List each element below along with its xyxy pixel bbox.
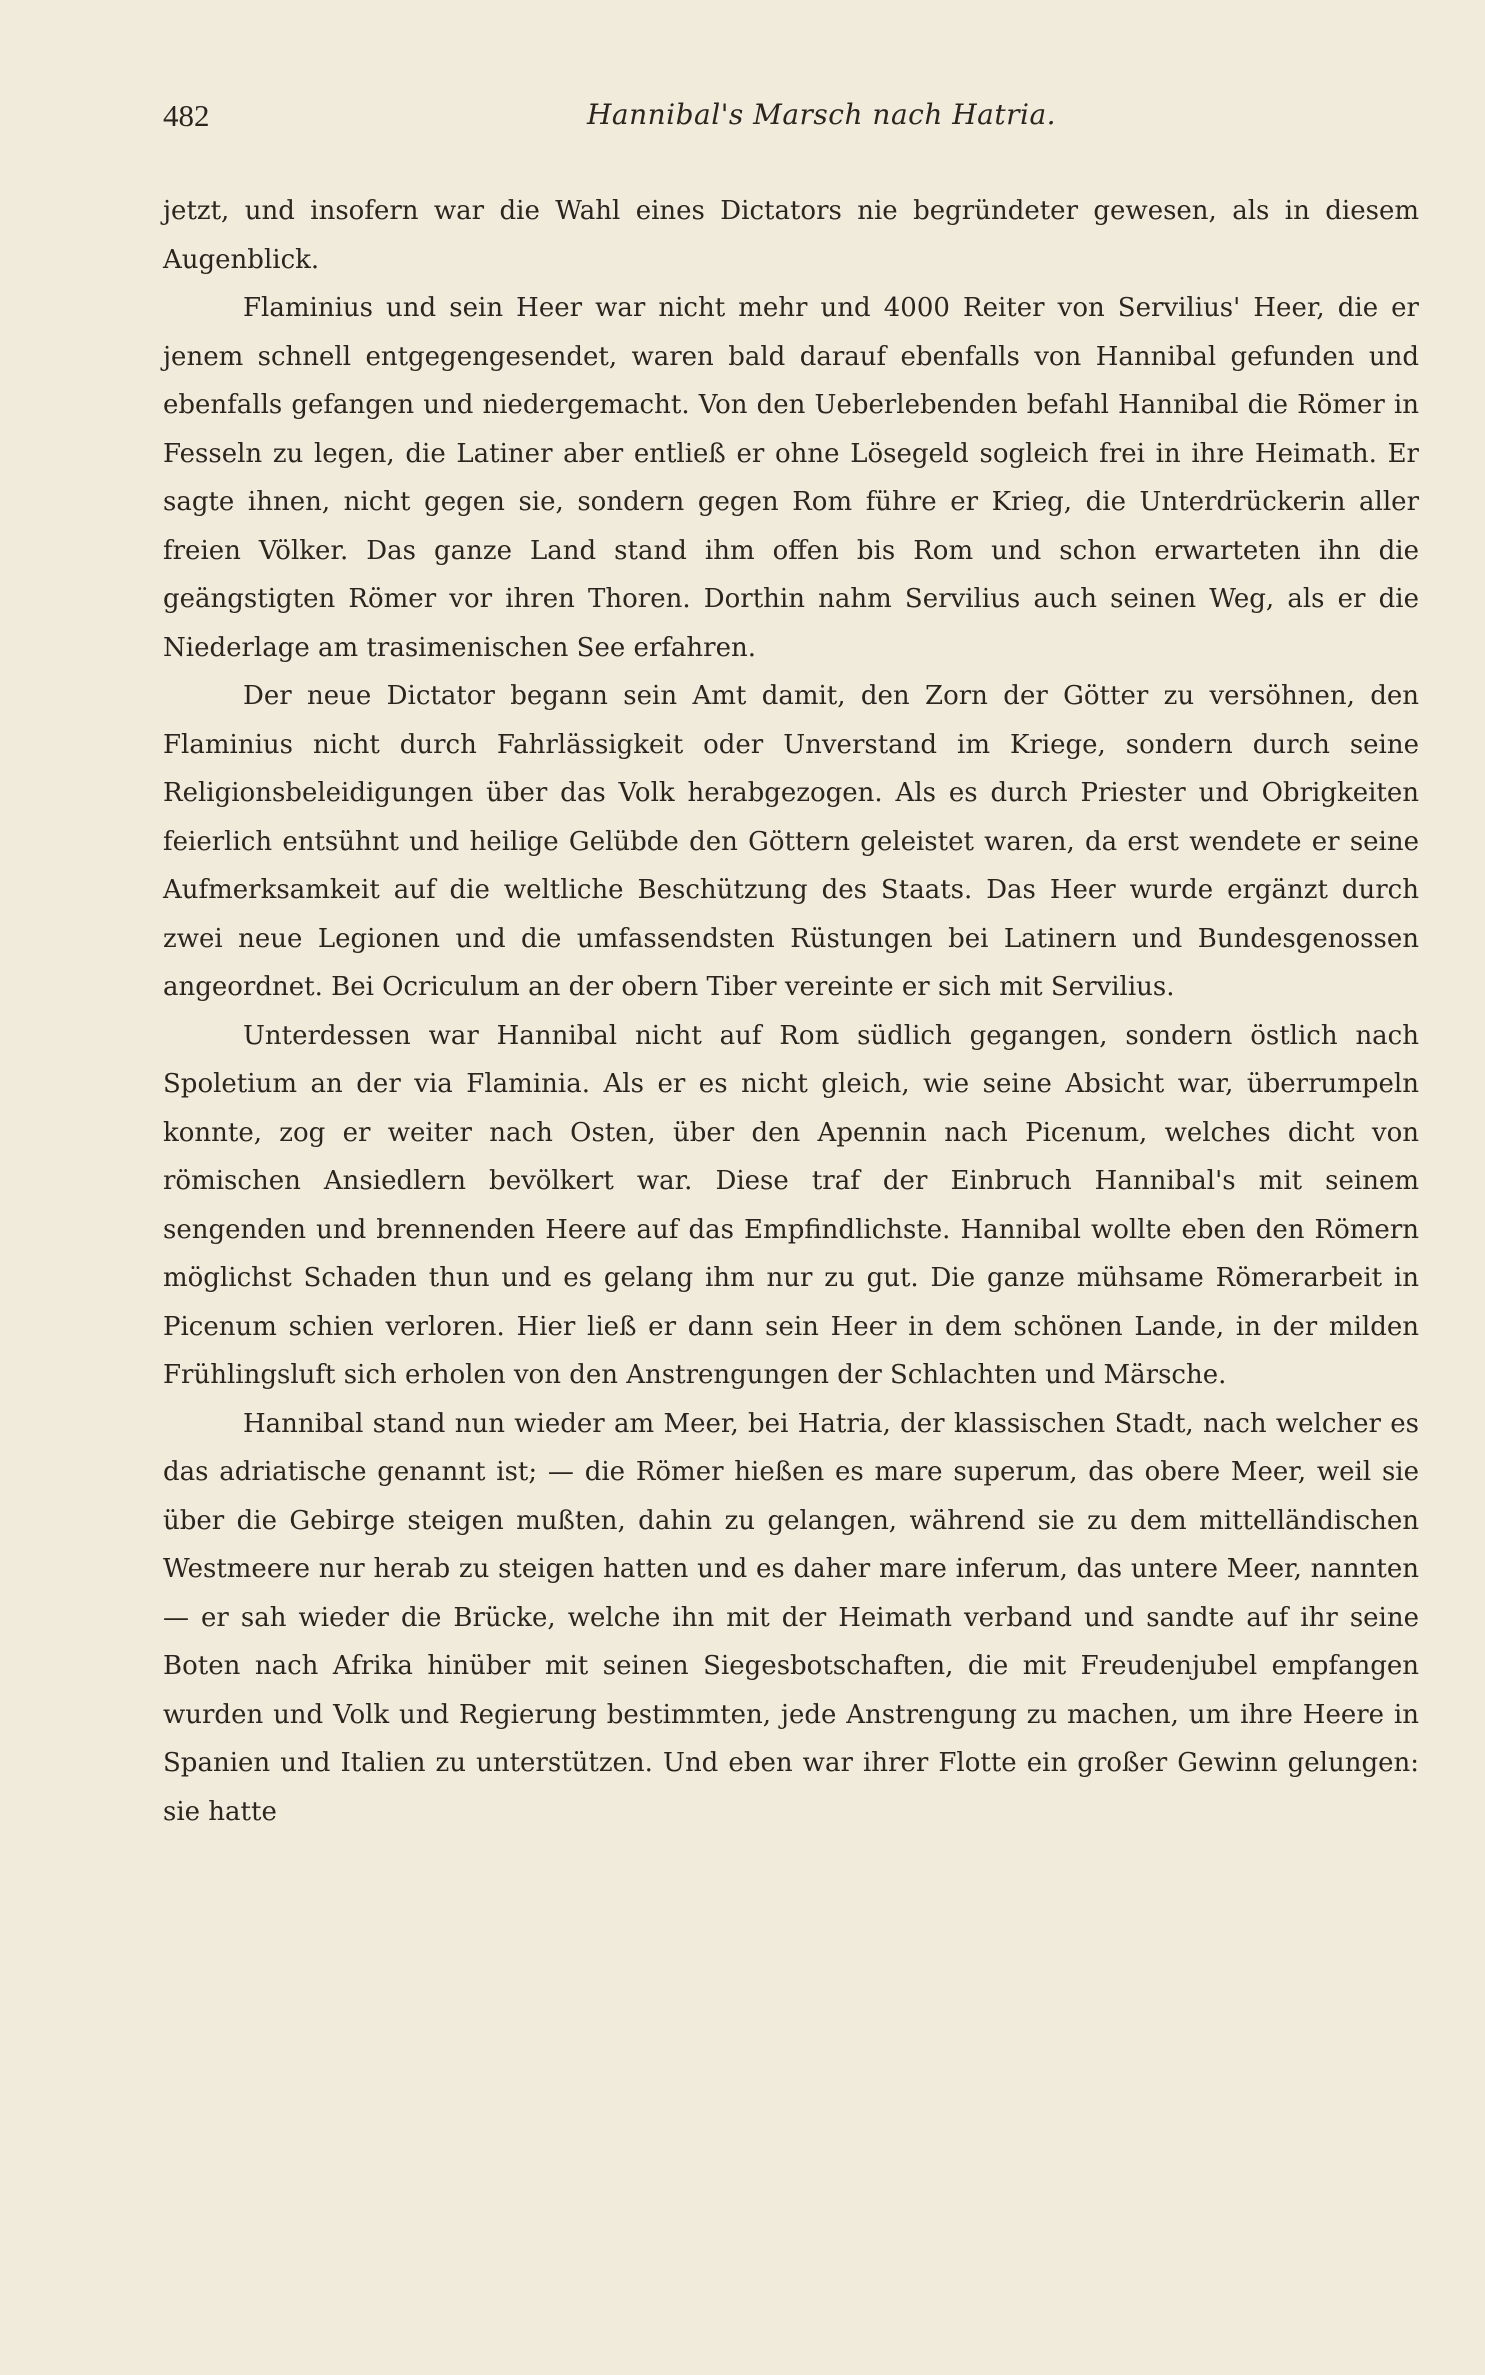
paragraph-5: Hannibal stand nun wieder am Meer, bei Hatria, der klassischen Stadt, nach welcher es das adriatische genannt ist; — die Römer hießen es mare superum, das obere Meer, weil sie über die Gebirge steigen mußten, dahin zu gelangen, während sie zu dem mittelländischen Westmeere nur herab zu steigen hatten und es daher mare inferum, das untere Meer, nannten — er sah wieder die Brücke, welche ihn mit der Heimath verband und sandte auf ihr seine Boten nach Afrika hinüber mit seinen Siegesbotschaften, die mit Freudenjubel empfangen wurden und Volk und Regierung bestimmten, jede Anstrengung zu machen, um ihre Heere in Spanien und Italien zu unterstützen. Und eben war ihrer Flotte ein großer Gewinn gelungen: sie hatte bbox=[163, 1408, 1419, 1827]
body-text bbox=[163, 187, 1419, 1836]
paragraph-1: jetzt, und insofern war die Wahl eines Dictators nie begründeter gewesen, als in diesem Augenblick. bbox=[163, 196, 1419, 275]
paragraph-2: Flaminius und sein Heer war nicht mehr und 4000 Reiter von Servilius' Heer, die er jenem schnell entgegengesendet, waren bald darauf ebenfalls von Hannibal gefunden und ebenfalls gefangen und niedergemacht. Von den Ueberlebenden befahl Hannibal die Römer in Fesseln zu legen, die Latiner aber entließ er ohne Lösegeld sogleich frei in ihre Heimath. Er sagte ihnen, nicht gegen sie, sondern gegen Rom führe er Krieg, die Unterdrückerin aller freien Völker. Das ganze Land stand ihm offen bis Rom und schon erwarteten ihn die geängstigten Römer vor ihren Thoren. Dorthin nahm Servilius auch seinen Weg, als er die Niederlage am trasimenischen See erfahren. bbox=[163, 293, 1419, 663]
paragraph-3: Der neue Dictator begann sein Amt damit, den Zorn der Götter zu versöhnen, den Flaminius nicht durch Fahrlässigkeit oder Unverstand im Kriege, sondern durch seine Religionsbeleidigungen über das Volk herabgezogen. Als es durch Priester und Obrigkeiten feierlich entsühnt und heilige Gelübde den Göttern geleistet waren, da erst wendete er seine Aufmerksamkeit auf die weltliche Beschützung des Staats. Das Heer wurde ergänzt durch zwei neue Legionen und die umfassendsten Rüstungen bei Latinern und Bundesgenossen angeordnet. Bei Ocriculum an der obern Tiber vereinte er sich mit Servilius. bbox=[163, 681, 1419, 1002]
paragraph-4: Unterdessen war Hannibal nicht auf Rom südlich gegangen, sondern östlich nach Spoletium an der via Flaminia. Als er es nicht gleich, wie seine Absicht war, überrumpeln konnte, zog er weiter nach Osten, über den Apennin nach Picenum, welches dicht von römischen Ansiedlern bevölkert war. Diese traf der Einbruch Hannibal's mit seinem sengenden und brennenden Heere auf das Empfindlichste. Hannibal wollte eben den Römern möglichst Schaden thun und es gelang ihm nur zu gut. Die ganze mühsame Römerarbeit in Picenum schien verloren. Hier ließ er dann sein Heer in dem schönen Lande, in der milden Frühlingsluft sich erholen von den Anstrengungen der Schlachten und Märsche. bbox=[163, 1020, 1419, 1390]
page-number: 482 bbox=[163, 98, 210, 133]
running-title: Hannibal's Marsch nach Hatria. bbox=[587, 98, 1057, 131]
page-header bbox=[163, 98, 1419, 148]
